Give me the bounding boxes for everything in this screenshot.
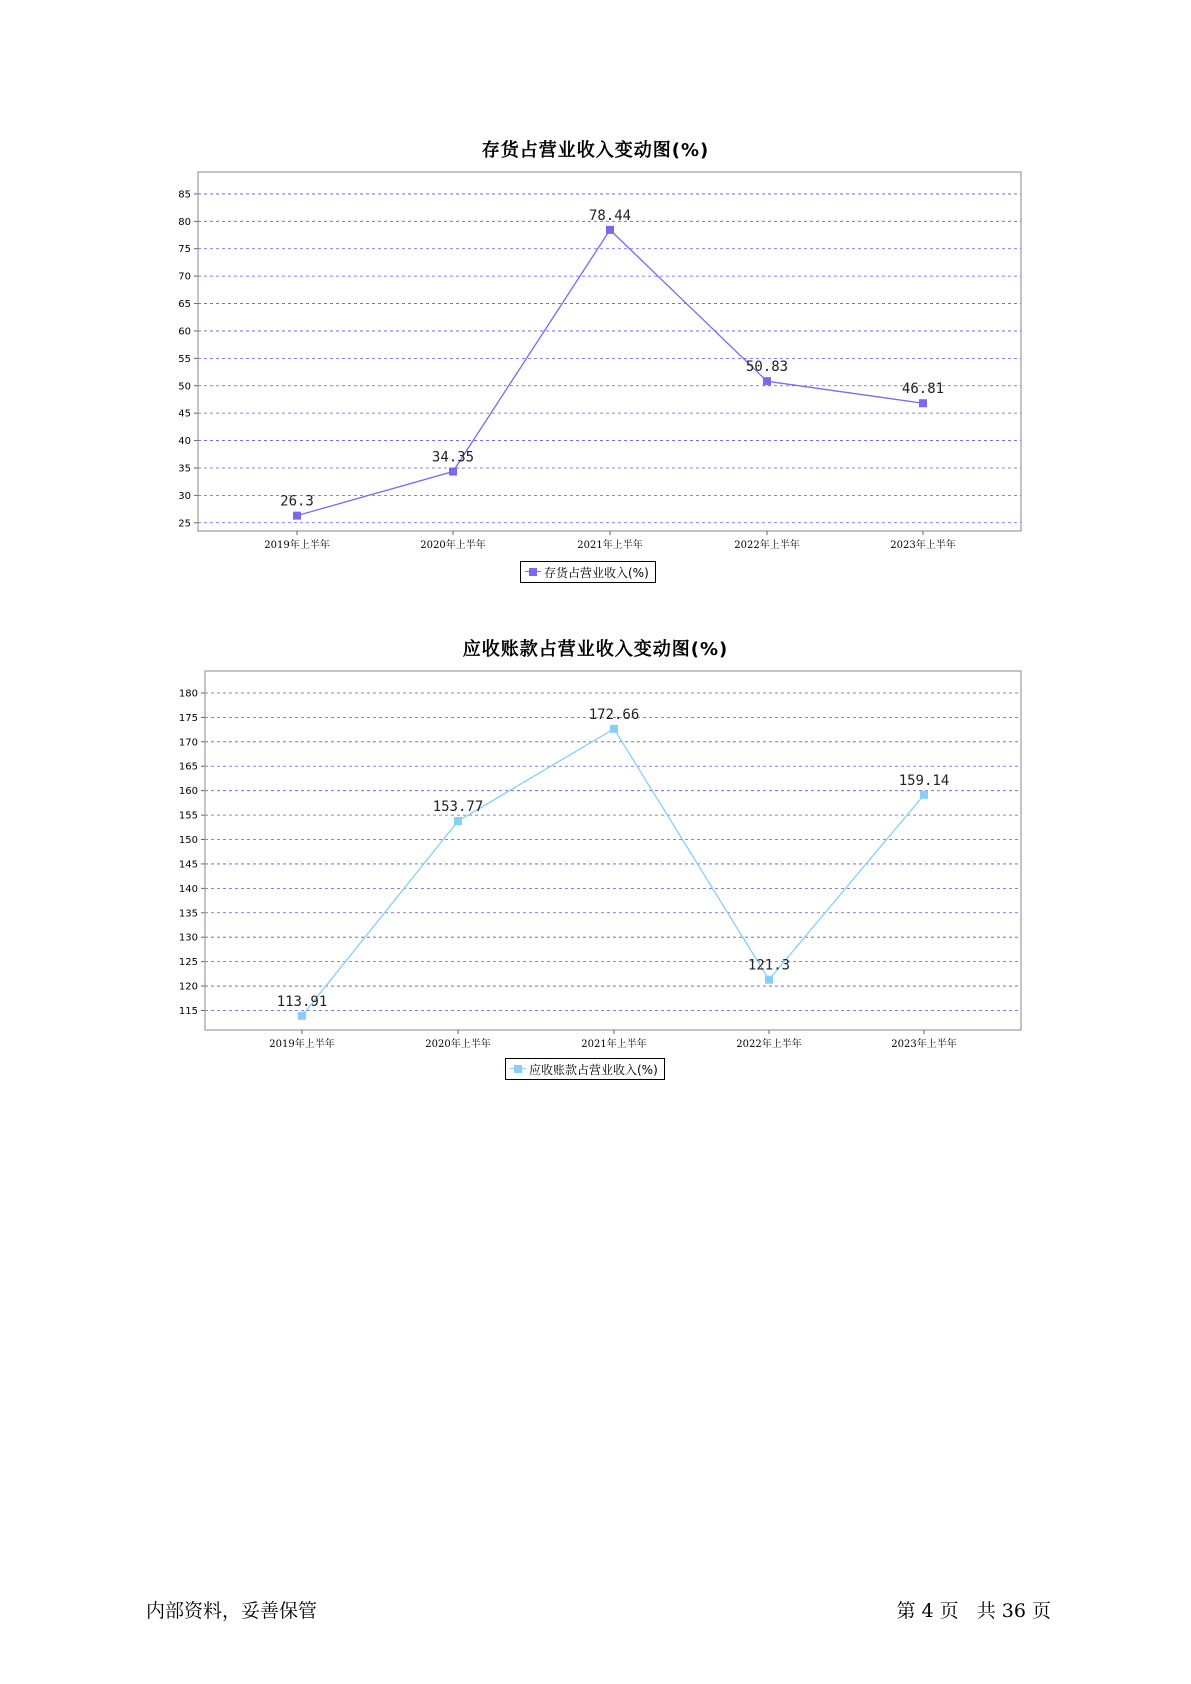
chart-title: 应收账款占营业收入变动图(%) [462,639,729,660]
legend-label: 应收账款占营业收入(%) [529,1062,658,1077]
y-tick-label: 150 [178,835,198,847]
data-label: 78.44 [588,207,632,224]
data-point [765,976,773,984]
y-tick-label: 135 [178,908,198,920]
legend-marker-icon [525,567,541,577]
y-tick-label: 160 [178,786,198,798]
data-point [606,226,614,234]
y-tick-label: 40 [178,436,191,448]
series-line [302,729,924,1016]
x-tick-label: 2021年上半年 [581,1039,647,1050]
y-tick-label: 130 [178,932,198,944]
x-tick-label: 2023年上半年 [890,540,956,551]
chart-legend [505,1058,665,1080]
chart-svg [0,635,1191,1095]
x-tick-label: 2023年上半年 [891,1039,957,1050]
y-tick-label: 115 [178,1005,198,1017]
y-tick-label: 175 [178,712,198,724]
y-tick-label: 145 [178,859,198,871]
data-label: 121.3 [747,957,791,974]
chart-legend [520,561,656,583]
y-tick-label: 35 [178,463,191,475]
data-point [298,1012,306,1020]
x-tick-label: 2019年上半年 [269,1039,335,1050]
chart-svg [0,136,1191,596]
data-point [293,512,301,520]
data-point [454,817,462,825]
y-tick-label: 70 [178,271,191,283]
y-tick-label: 180 [178,688,198,700]
data-label: 159.14 [898,772,950,789]
y-tick-label: 60 [178,326,191,338]
y-tick-label: 120 [178,981,198,993]
data-point [610,725,618,733]
page-number: 第 4 页 共 36 页 [896,1600,1051,1622]
y-tick-label: 50 [178,381,191,393]
confidentiality-note: 内部资料，妥善保管 [146,1600,318,1622]
data-label: 172.66 [588,706,640,723]
y-tick-label: 45 [178,408,191,420]
data-label: 153.77 [432,799,484,816]
x-tick-label: 2020年上半年 [425,1039,491,1050]
data-point [449,468,457,476]
receivables-chart [0,635,1191,1095]
chart-title: 存货占营业收入变动图(%) [481,140,710,161]
data-label: 50.83 [745,359,789,376]
y-tick-label: 55 [178,353,191,365]
y-tick-label: 80 [178,216,191,228]
inventory-chart [0,136,1191,596]
data-label: 113.91 [276,993,328,1010]
y-tick-label: 85 [178,189,191,201]
y-tick-label: 155 [178,810,198,822]
y-tick-label: 170 [178,737,198,749]
series-line [297,230,923,516]
y-tick-label: 65 [178,299,191,311]
y-tick-label: 25 [178,518,191,530]
data-point [763,377,771,385]
legend-marker-icon [510,1064,526,1074]
x-tick-label: 2020年上半年 [420,540,486,551]
y-tick-label: 165 [178,761,198,773]
data-label: 46.81 [901,381,945,398]
x-tick-label: 2019年上半年 [264,540,330,551]
y-tick-label: 75 [178,244,191,256]
data-point [919,399,927,407]
x-tick-label: 2022年上半年 [736,1039,802,1050]
x-tick-label: 2022年上半年 [734,540,800,551]
data-point [920,791,928,799]
y-tick-label: 125 [178,957,198,969]
y-tick-label: 30 [178,490,191,502]
legend-label: 存货占营业收入(%) [544,565,649,580]
data-label: 26.3 [280,493,314,510]
data-label: 34.35 [431,449,475,466]
y-tick-label: 140 [178,883,198,895]
plot-frame [198,172,1021,531]
x-tick-label: 2021年上半年 [577,540,643,551]
